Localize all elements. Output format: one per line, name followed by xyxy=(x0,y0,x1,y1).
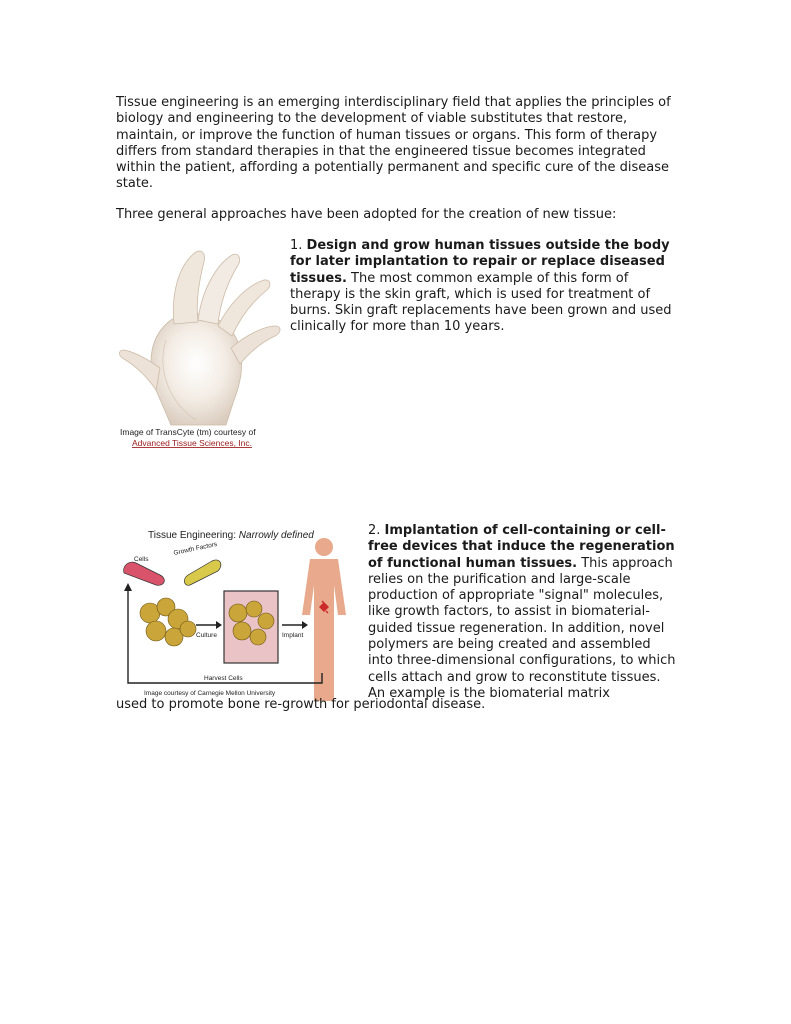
gloved-hand-image xyxy=(116,240,286,450)
approach-2-body: This approach relies on the purification and large-scale production of appropriate "signal" molecules, like growth factors, to assist in biomaterial-guided tissue regeneration. In addition, novel polymers are being created and assembled into three-dimensional configurations, to which cells attach and grow to reconstitute tissues. An example is the biomaterial matrix xyxy=(368,555,676,701)
approach-1-number: 1. xyxy=(290,238,307,253)
image-caption: Image of TransCyte (tm) courtesy of xyxy=(120,427,256,437)
label-growth-factors: Growth Factors xyxy=(172,540,218,557)
intro-paragraph: Tissue engineering is an emerging interdisciplinary field that applies the principles of biology and engineering to the development of viable substitutes that restore, maintain, or improve the function of human tissues or organs. This form of therapy differs from standard therapies in that the engineered tissue becomes integrated within the patient, affording a potentially permanent and specific cure of the disease state. xyxy=(116,95,671,192)
approach-2-heading: Implantation of cell-containing or cell-free devices that induce the regeneration of functional human tissues. xyxy=(368,523,675,571)
label-culture: Culture xyxy=(196,632,217,639)
approach-1-text xyxy=(290,238,676,336)
label-harvest-cells: Harvest Cells xyxy=(204,675,243,682)
label-implant: Implant xyxy=(282,632,304,639)
tissue-engineering-diagram xyxy=(116,525,356,701)
diagram-title: Tissue Engineering: Narrowly defined xyxy=(148,530,314,541)
approach-2-body-tail: used to promote bone re-growth for periodontal disease. xyxy=(116,697,486,712)
approaches-intro: Three general approaches have been adopted for the creation of new tissue: xyxy=(116,207,617,222)
label-cells: Cells xyxy=(134,556,149,563)
image-caption-link[interactable]: Advanced Tissue Sciences, Inc. xyxy=(132,438,253,448)
approach-1-body: The most common example of this form of therapy is the skin graft, which is used for treatment of burns. Skin graft replacements have been grown and used clinically for more than 10 years. xyxy=(290,270,672,335)
approach-2-text xyxy=(368,523,676,702)
approach-1-heading: Design and grow human tissues outside the body for later implantation to repair or replace diseased tissues. xyxy=(290,238,670,286)
approach-2-number: 2. xyxy=(368,523,385,538)
diagram-caption: Image courtesy of Carnegie Mellon University xyxy=(144,690,276,697)
